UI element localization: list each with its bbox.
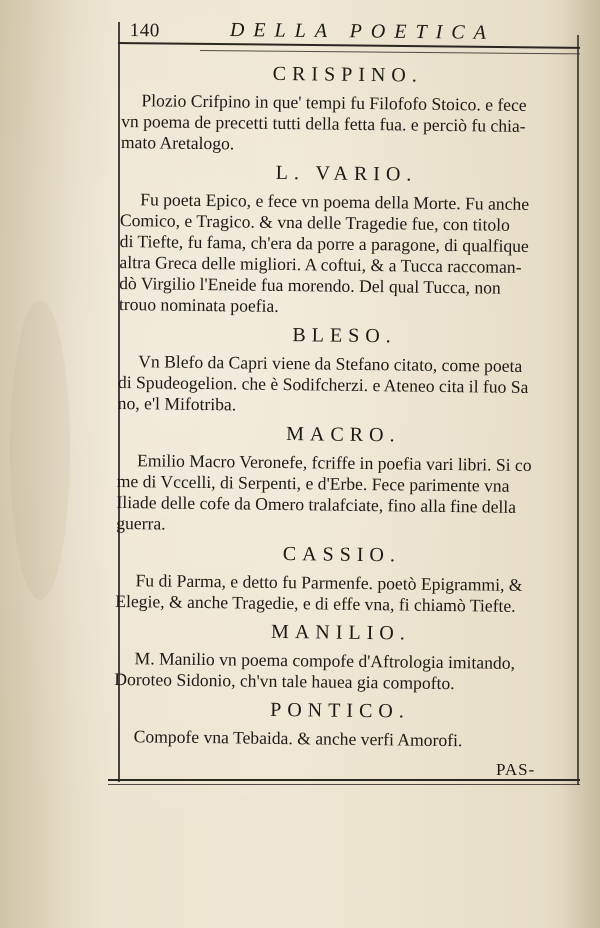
text-line: Iliade delle cofe da Omero tralafciate, fino alla fine della bbox=[116, 491, 517, 517]
text-line: Doroteo Sidonio, ch'vn tale hauea gia compofto. bbox=[114, 668, 455, 694]
text-line: guerra. bbox=[116, 512, 166, 534]
section-l-vario bbox=[119, 157, 573, 321]
text-line: M. Manilio vn poema compofe d'Aftrologia imitando, bbox=[134, 648, 516, 673]
text-line: Compofe vna Tebaida. & anche verfi Amorofi. bbox=[133, 726, 463, 751]
text-line: me di Vccelli, di Serpenti, e d'Erbe. Fece parimente vna bbox=[116, 470, 510, 496]
catchword: PAS- bbox=[496, 760, 536, 779]
section-paragraph bbox=[118, 351, 571, 420]
text-line: Plozio Crifpino in que' tempi fu Filofofo Stoico. e fece bbox=[141, 90, 527, 115]
page-body bbox=[114, 54, 574, 752]
footer-rule bbox=[108, 779, 580, 781]
section-cassio bbox=[115, 538, 568, 618]
footer-rule-thin bbox=[108, 784, 580, 785]
text-line: Vn Blefo da Capri viene da Stefano citato, come poeta bbox=[138, 351, 523, 376]
section-macro bbox=[116, 418, 569, 540]
section-title: CRISPINO. bbox=[272, 62, 423, 87]
section-title: BLESO. bbox=[292, 324, 397, 348]
text-line: mato Aretalogo. bbox=[120, 131, 235, 154]
section-paragraph bbox=[121, 90, 574, 159]
section-paragraph bbox=[114, 648, 566, 696]
text-line: no, e'l Mifotriba. bbox=[117, 392, 237, 415]
section-paragraph bbox=[116, 450, 569, 540]
text-line: trouo nominata poefia. bbox=[118, 293, 279, 316]
text-line: altra Greca delle migliori. A coftui, & a Tucca raccoman- bbox=[119, 251, 522, 277]
text-line: dò Virgilio l'Eneide fua morendo. Del qual Tucca, non bbox=[119, 272, 501, 298]
paper-stain bbox=[10, 300, 70, 600]
page-gutter-shadow bbox=[0, 0, 110, 928]
page-number: 140 bbox=[129, 19, 160, 42]
right-border-rule bbox=[577, 35, 579, 785]
section-title: CASSIO. bbox=[282, 543, 402, 567]
section-manilio bbox=[114, 616, 567, 696]
running-head: DELLA POETICA bbox=[229, 19, 495, 44]
section-title: MACRO. bbox=[286, 423, 401, 447]
section-paragraph bbox=[119, 189, 573, 321]
text-line: Fu poeta Epico, e fece vn poema della Morte. Fu anche bbox=[140, 189, 530, 214]
page-header bbox=[130, 18, 580, 49]
section-title: MANILIO. bbox=[270, 620, 411, 645]
section-paragraph bbox=[114, 726, 566, 753]
section-bleso bbox=[118, 319, 571, 420]
section-title: PONTICO. bbox=[270, 698, 410, 723]
section-paragraph bbox=[115, 570, 567, 618]
text-line: Fu di Parma, e detto fu Parmenfe. poetò Epigrammi, & bbox=[135, 570, 523, 595]
text-line: Elegie, & anche Tragedie, e di effe vna, fi chiamò Tiefte. bbox=[115, 590, 516, 616]
header-rule-thin bbox=[200, 50, 580, 54]
section-crispino bbox=[121, 58, 574, 159]
text-line: vn poema de precetti tutti della fetta fua. e perciò fu chia- bbox=[121, 110, 526, 136]
text-line: di Tiefte, fu fama, ch'era da porre a paragone, di qualfique bbox=[119, 230, 529, 256]
text-line: Emilio Macro Veronefe, fcriffe in poefia vari libri. Si co bbox=[136, 450, 532, 476]
section-title: L. VARIO. bbox=[275, 161, 418, 186]
section-pontico bbox=[114, 694, 567, 753]
text-line: Comico, e Tragico. & vna delle Tragedie fue, con titolo bbox=[119, 209, 511, 235]
text-line: di Spudeogelion. che è Sodifcherzi. e Ateneo cita il fuo Sa bbox=[117, 371, 529, 397]
